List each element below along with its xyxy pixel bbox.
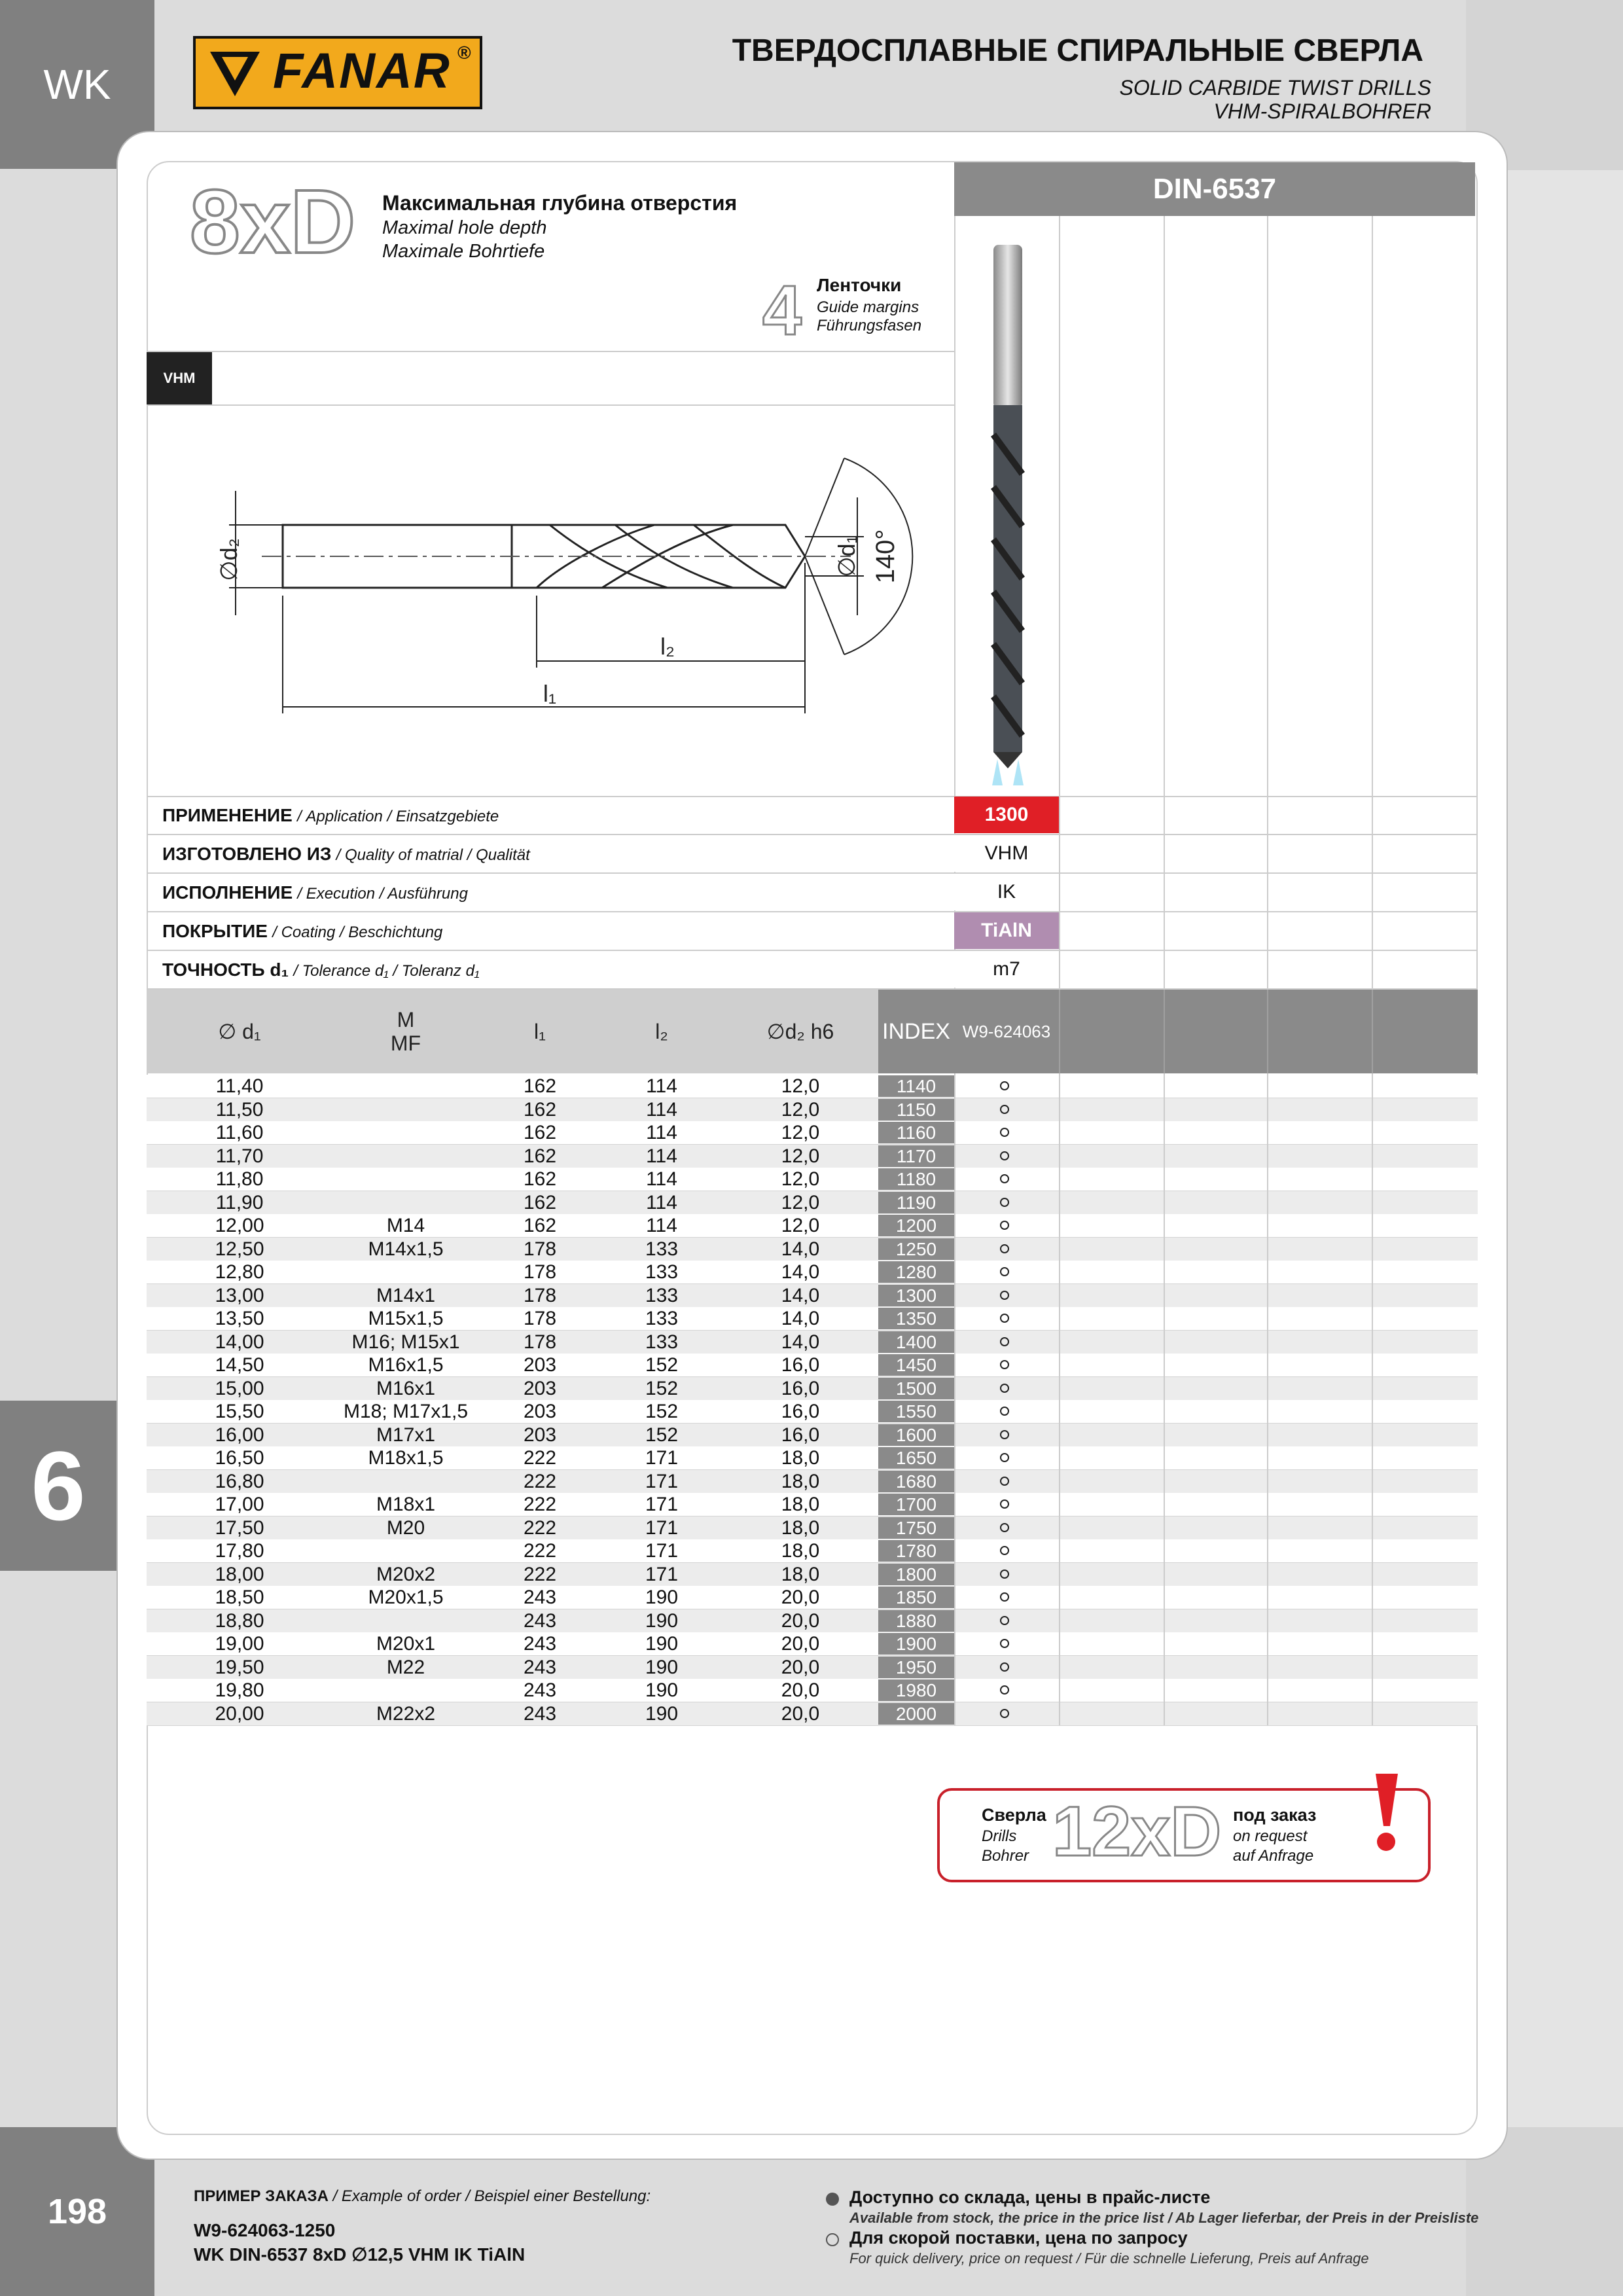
cell-thread: M20x1,5 (368, 1587, 444, 1608)
cell-thread (332, 1609, 479, 1632)
divider (147, 351, 954, 352)
col-header-thread: M MF (390, 1008, 421, 1055)
cell-l2: 114 (646, 1098, 677, 1121)
property-value: 1300 (954, 797, 1059, 833)
availability-circle-icon (1000, 1105, 1009, 1114)
col-header-d2: ∅d₂ h6 (766, 1020, 834, 1043)
availability-circle-icon (1000, 1081, 1009, 1090)
cell-l2: 152 (645, 1377, 679, 1399)
order-code: W9-624063-1250 (194, 2220, 336, 2240)
cell-l1: 162 (523, 1122, 557, 1143)
cell-thread: M14x1 (376, 1284, 436, 1306)
callout-depth: 12xD (1052, 1791, 1222, 1871)
availability-circle-icon (1000, 1453, 1009, 1462)
cell-thread: M22 (386, 1656, 425, 1678)
cell-thread: M14 (386, 1215, 425, 1236)
cell-d1: 14,50 (215, 1354, 264, 1376)
cell-d1: 11,50 (215, 1098, 264, 1121)
fanar-logo (193, 36, 482, 109)
cell-thread (332, 1145, 479, 1168)
cell-thread (332, 1191, 479, 1214)
cell-d1: 13,00 (215, 1284, 264, 1306)
callout-ru: Сверла (982, 1805, 1046, 1825)
grid-line (1059, 1073, 1060, 1725)
cell-d2: 20,0 (781, 1679, 820, 1701)
property-row-label (162, 960, 480, 980)
cell-index: 1190 (878, 1192, 954, 1213)
grid-line (1372, 990, 1373, 1073)
cell-thread: M15x1,5 (368, 1308, 444, 1329)
divider (147, 796, 1478, 797)
property-name: ПРИМЕНЕНИЕ (162, 805, 293, 825)
cell-d1: 16,50 (215, 1447, 264, 1469)
property-row-label (162, 921, 442, 942)
property-translation: / Application / Einsatzgebiete (297, 808, 499, 825)
depth-label-ru: Максимальная глубина отверстия (382, 191, 738, 215)
cell-d1: 12,50 (215, 1238, 264, 1260)
cell-d2: 12,0 (781, 1191, 820, 1213)
cell-d1: 11,90 (215, 1191, 264, 1213)
availability-circle-icon (1000, 1198, 1009, 1207)
cell-l1: 243 (523, 1656, 557, 1678)
cell-l2: 171 (645, 1516, 679, 1539)
order-spec: WK DIN-6537 8xD ∅12,5 VHM IK TiAlN (194, 2244, 526, 2265)
d2-label: ∅d₂ (215, 538, 242, 581)
cell-l2: 133 (645, 1238, 679, 1260)
page-subtitle-en: SOLID CARBIDE TWIST DRILLS (1119, 76, 1431, 99)
divider (147, 834, 1478, 835)
cell-d1: 17,50 (215, 1516, 264, 1539)
availability-circle-icon (1000, 1407, 1009, 1416)
availability-circle-icon (1000, 1221, 1009, 1230)
cell-thread (332, 1168, 479, 1191)
cell-index: 1980 (878, 1679, 954, 1701)
cell-thread (332, 1539, 479, 1562)
property-value: m7 (954, 951, 1059, 988)
cell-l2: 114 (646, 1191, 677, 1213)
cell-thread: M20x1 (376, 1633, 436, 1655)
callout-right-en: on request (1233, 1827, 1308, 1845)
availability-circle-icon (1000, 1570, 1009, 1579)
cell-l1: 162 (523, 1075, 557, 1097)
grid-line (1372, 1073, 1373, 1725)
cell-d1: 18,80 (215, 1609, 264, 1632)
cell-l1: 162 (523, 1098, 557, 1121)
guide-margins-ru: Ленточки (817, 275, 902, 295)
cell-thread: M16x1,5 (368, 1354, 444, 1376)
cell-d2: 16,0 (781, 1354, 820, 1376)
order-legend-ru: Для скорой поставки, цена по запросу (849, 2228, 1188, 2248)
cell-d2: 12,0 (781, 1098, 820, 1121)
cell-thread: M18; M17x1,5 (343, 1401, 469, 1422)
property-translation: / Execution / Ausführung (297, 885, 468, 903)
cell-index: 1880 (878, 1610, 954, 1632)
order-legend-rest: For quick delivery, price on request / Für die schnelle Lieferung, Preis auf Anfrage (849, 2250, 1369, 2267)
cell-thread: M20x2 (376, 1563, 436, 1585)
cell-d2: 14,0 (781, 1261, 820, 1283)
brand-name: FANAR (273, 43, 451, 99)
availability-circle-icon (1000, 1639, 1009, 1648)
availability-circle-icon (1000, 1523, 1009, 1532)
availability-circle-icon (1000, 1314, 1009, 1323)
cell-index: 1400 (878, 1331, 954, 1353)
cell-d1: 13,50 (215, 1308, 264, 1329)
cell-d2: 20,0 (781, 1702, 820, 1725)
callout-right-de: auf Anfrage (1233, 1847, 1314, 1865)
cell-d1: 20,00 (215, 1702, 264, 1725)
property-value: IK (954, 874, 1059, 910)
cell-d2: 14,0 (781, 1284, 820, 1306)
cell-thread: M14x1,5 (368, 1238, 444, 1260)
availability-circle-icon (1000, 1546, 1009, 1555)
cell-d1: 16,00 (215, 1424, 264, 1446)
cell-index: 2000 (878, 1703, 954, 1725)
availability-circle-icon (1000, 1244, 1009, 1253)
cell-thread: M20 (386, 1516, 425, 1539)
cell-d1: 17,80 (215, 1540, 264, 1562)
cell-l1: 243 (523, 1702, 557, 1725)
cell-index: 1650 (878, 1447, 954, 1469)
order-example-label: ПРИМЕР ЗАКАЗА / Example of order / Beispiel einer Bestellung: (194, 2187, 651, 2205)
cell-l2: 133 (645, 1308, 679, 1329)
cell-l1: 203 (523, 1354, 557, 1376)
grid-line (1164, 1073, 1165, 1725)
cell-l2: 133 (645, 1284, 679, 1306)
cell-thread (332, 1075, 479, 1098)
cell-l1: 178 (523, 1261, 557, 1283)
cell-index: 1950 (878, 1657, 954, 1678)
cell-l1: 162 (523, 1191, 557, 1213)
cell-l1: 222 (523, 1516, 557, 1539)
cell-l2: 171 (645, 1447, 679, 1469)
cell-index: 1850 (878, 1587, 954, 1608)
guide-margins-en: Guide margins (817, 298, 919, 316)
cell-d1: 15,50 (215, 1401, 264, 1422)
cell-index: 1170 (878, 1145, 954, 1167)
cell-d2: 20,0 (781, 1587, 820, 1608)
cell-l2: 171 (645, 1540, 679, 1562)
property-translation: / Quality of matrial / Qualität (336, 846, 530, 864)
cell-l2: 171 (645, 1563, 679, 1585)
cell-d2: 16,0 (781, 1401, 820, 1422)
section-number-tab: 6 (0, 1401, 116, 1571)
callout-de: Bohrer (982, 1847, 1029, 1865)
col-header-l2: l₂ (655, 1019, 668, 1043)
cell-d1: 11,60 (215, 1122, 264, 1143)
page-title: ТВЕРДОСПЛАВНЫЕ СПИРАЛЬНЫЕ СВЕРЛА (732, 33, 1423, 68)
availability-circle-icon (1000, 1477, 1009, 1486)
cell-index: 1350 (878, 1308, 954, 1329)
order-circle-icon (826, 2233, 839, 2246)
cell-l1: 203 (523, 1424, 557, 1446)
page-subtitle-de: VHM-SPIRALBOHRER (1213, 99, 1431, 123)
point-angle-label: 140° (871, 529, 900, 584)
cell-l1: 203 (523, 1377, 557, 1399)
cell-d1: 14,00 (215, 1331, 264, 1353)
stock-legend-ru: Доступно со склада, цены в прайс-листе (849, 2187, 1211, 2207)
grid-line (954, 1073, 955, 1725)
cell-d1: 12,00 (215, 1215, 264, 1236)
availability-circle-icon (1000, 1592, 1009, 1602)
property-name: ИЗГОТОВЛЕНО ИЗ (162, 844, 332, 864)
col-header-d1: ∅ d₁ (218, 1020, 261, 1043)
availability-circle-icon (1000, 1384, 1009, 1393)
cell-d1: 19,80 (215, 1679, 264, 1701)
cell-thread (332, 1679, 479, 1702)
callout-right-ru: под заказ (1233, 1805, 1317, 1825)
exclamation-icon (1369, 1771, 1402, 1856)
cell-d1: 11,40 (215, 1075, 264, 1097)
availability-circle-icon (1000, 1291, 1009, 1300)
cell-d1: 18,00 (215, 1563, 264, 1585)
cell-d1: 15,00 (215, 1377, 264, 1399)
cell-thread (332, 1121, 479, 1144)
availability-circle-icon (1000, 1267, 1009, 1276)
cell-d2: 18,0 (781, 1563, 820, 1585)
cell-d2: 20,0 (781, 1656, 820, 1678)
cell-l2: 190 (645, 1587, 679, 1608)
cell-l1: 222 (523, 1470, 557, 1492)
cell-d2: 16,0 (781, 1424, 820, 1446)
cell-d2: 12,0 (781, 1075, 820, 1097)
cell-thread: M22x2 (376, 1702, 436, 1725)
cell-l1: 243 (523, 1679, 557, 1701)
property-translation: / Tolerance d₁ / Toleranz d₁ (293, 962, 480, 980)
cell-index: 1750 (878, 1517, 954, 1539)
cell-l2: 114 (646, 1075, 677, 1097)
cell-index: 1700 (878, 1494, 954, 1515)
cell-thread: M16x1 (376, 1377, 436, 1399)
col-header-article: W9-624063 (962, 1021, 1051, 1041)
cell-d2: 14,0 (781, 1331, 820, 1353)
cell-d1: 19,00 (215, 1633, 264, 1655)
cell-thread (332, 1261, 479, 1283)
cell-d2: 18,0 (781, 1447, 820, 1469)
cell-l1: 178 (523, 1331, 557, 1353)
cell-l2: 133 (645, 1261, 679, 1283)
col-header-index: INDEX (882, 1018, 950, 1044)
cell-d1: 11,70 (215, 1145, 264, 1167)
cell-l2: 114 (646, 1215, 677, 1236)
cell-d1: 12,80 (215, 1261, 264, 1283)
cell-l1: 222 (523, 1447, 557, 1469)
cell-index: 1800 (878, 1564, 954, 1585)
cell-index: 1200 (878, 1215, 954, 1236)
cell-l1: 178 (523, 1238, 557, 1260)
callout-en: Drills (982, 1827, 1017, 1845)
cell-l1: 162 (523, 1168, 557, 1190)
brand-corner-tab: WK (0, 0, 154, 169)
cell-d2: 18,0 (781, 1470, 820, 1492)
stock-dot-icon (826, 2193, 839, 2206)
cell-l1: 162 (523, 1215, 557, 1236)
property-row-label (162, 805, 499, 826)
cell-l1: 243 (523, 1609, 557, 1632)
cell-thread: M17x1 (376, 1424, 436, 1446)
cell-index: 1250 (878, 1238, 954, 1260)
cell-d2: 12,0 (781, 1122, 820, 1143)
cell-index: 1450 (878, 1354, 954, 1376)
drill-photo (982, 238, 1034, 788)
cell-index: 1150 (878, 1099, 954, 1121)
grid-line (1267, 1073, 1268, 1725)
availability-circle-icon (1000, 1662, 1009, 1672)
cell-d2: 12,0 (781, 1168, 820, 1190)
availability-circle-icon (1000, 1128, 1009, 1137)
cell-thread (332, 1470, 479, 1493)
cell-index: 1180 (878, 1168, 954, 1190)
property-value: VHM (954, 835, 1059, 872)
cell-index: 1280 (878, 1261, 954, 1283)
property-value: TiAlN (954, 912, 1059, 949)
cell-l1: 203 (523, 1401, 557, 1422)
cell-l2: 152 (645, 1401, 679, 1422)
cell-d2: 12,0 (781, 1215, 820, 1236)
depth-label-en: Maximal hole depth (382, 217, 547, 238)
cell-thread (332, 1098, 479, 1121)
cell-index: 1900 (878, 1633, 954, 1655)
property-name: ИСПОЛНЕНИЕ (162, 882, 293, 903)
property-name: ТОЧНОСТЬ d₁ (162, 960, 289, 980)
cell-l2: 152 (645, 1354, 679, 1376)
divider (147, 911, 1478, 912)
depth-label-de: Maximale Bohrtiefe (382, 241, 545, 262)
standard-header: DIN-6537 (954, 162, 1475, 216)
cell-l1: 178 (523, 1308, 557, 1329)
availability-circle-icon (1000, 1360, 1009, 1369)
cell-index: 1140 (878, 1075, 954, 1097)
cell-l2: 171 (645, 1470, 679, 1492)
divider (147, 950, 1478, 951)
cell-l2: 171 (645, 1494, 679, 1515)
cell-thread: M16; M15x1 (351, 1331, 460, 1353)
cell-index: 1780 (878, 1540, 954, 1562)
d1-label: ∅d₁ (833, 535, 860, 577)
cell-index: 1600 (878, 1424, 954, 1446)
cell-d2: 14,0 (781, 1238, 820, 1260)
cell-d2: 16,0 (781, 1377, 820, 1399)
cell-l2: 190 (645, 1609, 679, 1632)
grid-line (1059, 990, 1060, 1073)
cell-d2: 20,0 (781, 1633, 820, 1655)
cell-l2: 190 (645, 1633, 679, 1655)
drill-technical-drawing (196, 445, 929, 733)
cell-l2: 190 (645, 1656, 679, 1678)
cell-l2: 114 (646, 1168, 677, 1190)
stock-legend-rest: Available from stock, the price in the price list / Ab Lager lieferbar, der Preis in der Preisliste (849, 2210, 1479, 2226)
cell-l1: 222 (523, 1494, 557, 1515)
divider (147, 872, 1478, 874)
cell-l1: 162 (523, 1145, 557, 1167)
cell-d1: 19,50 (215, 1656, 264, 1678)
page-number: 198 (0, 2127, 154, 2296)
depth-ratio: 8xD (190, 171, 356, 272)
material-badge: VHM (147, 352, 212, 404)
grid-line (1267, 990, 1268, 1073)
cell-l1: 243 (523, 1587, 557, 1608)
cell-l2: 190 (645, 1702, 679, 1725)
cell-l2: 133 (645, 1331, 679, 1353)
property-row-label (162, 882, 468, 903)
availability-circle-icon (1000, 1685, 1009, 1695)
cell-l2: 190 (645, 1679, 679, 1701)
cell-index: 1160 (878, 1122, 954, 1143)
cell-l1: 243 (523, 1633, 557, 1655)
l1-label: l₁ (543, 680, 557, 707)
property-name: ПОКРЫТИЕ (162, 921, 268, 941)
cell-l1: 222 (523, 1563, 557, 1585)
availability-circle-icon (1000, 1151, 1009, 1160)
availability-circle-icon (1000, 1174, 1009, 1183)
cell-l2: 114 (646, 1145, 677, 1167)
cell-index: 1300 (878, 1285, 954, 1306)
cell-d2: 18,0 (781, 1494, 820, 1515)
cell-thread: M18x1,5 (368, 1447, 444, 1469)
availability-circle-icon (1000, 1499, 1009, 1509)
cell-d1: 18,50 (215, 1587, 264, 1608)
property-row-label (162, 844, 530, 865)
availability-circle-icon (1000, 1430, 1009, 1439)
grid-line (1164, 990, 1165, 1073)
cell-d2: 20,0 (781, 1609, 820, 1632)
availability-circle-icon (1000, 1337, 1009, 1346)
divider (147, 404, 954, 406)
cell-d1: 17,00 (215, 1494, 264, 1515)
availability-circle-icon (1000, 1616, 1009, 1625)
cell-d2: 12,0 (781, 1145, 820, 1167)
registered-mark: ® (457, 43, 471, 63)
property-translation: / Coating / Beschichtung (272, 924, 443, 941)
cell-index: 1500 (878, 1378, 954, 1399)
cell-d2: 14,0 (781, 1308, 820, 1329)
cell-index: 1680 (878, 1471, 954, 1492)
cell-d1: 16,80 (215, 1470, 264, 1492)
l2-label: l₂ (660, 633, 675, 660)
guide-margins-de: Führungsfasen (817, 317, 922, 334)
col-header-l1: l₁ (534, 1019, 546, 1043)
cell-d2: 18,0 (781, 1540, 820, 1562)
cell-thread: M18x1 (376, 1494, 436, 1515)
custom-order-callout (937, 1788, 1431, 1882)
cell-l2: 114 (646, 1122, 677, 1143)
cell-d1: 11,80 (215, 1168, 264, 1190)
guide-margins-count: 4 (762, 270, 802, 350)
cell-index: 1550 (878, 1401, 954, 1422)
cell-l1: 222 (523, 1540, 557, 1562)
cell-l2: 152 (645, 1424, 679, 1446)
availability-circle-icon (1000, 1709, 1009, 1718)
cell-d2: 18,0 (781, 1516, 820, 1539)
cell-l1: 178 (523, 1284, 557, 1306)
